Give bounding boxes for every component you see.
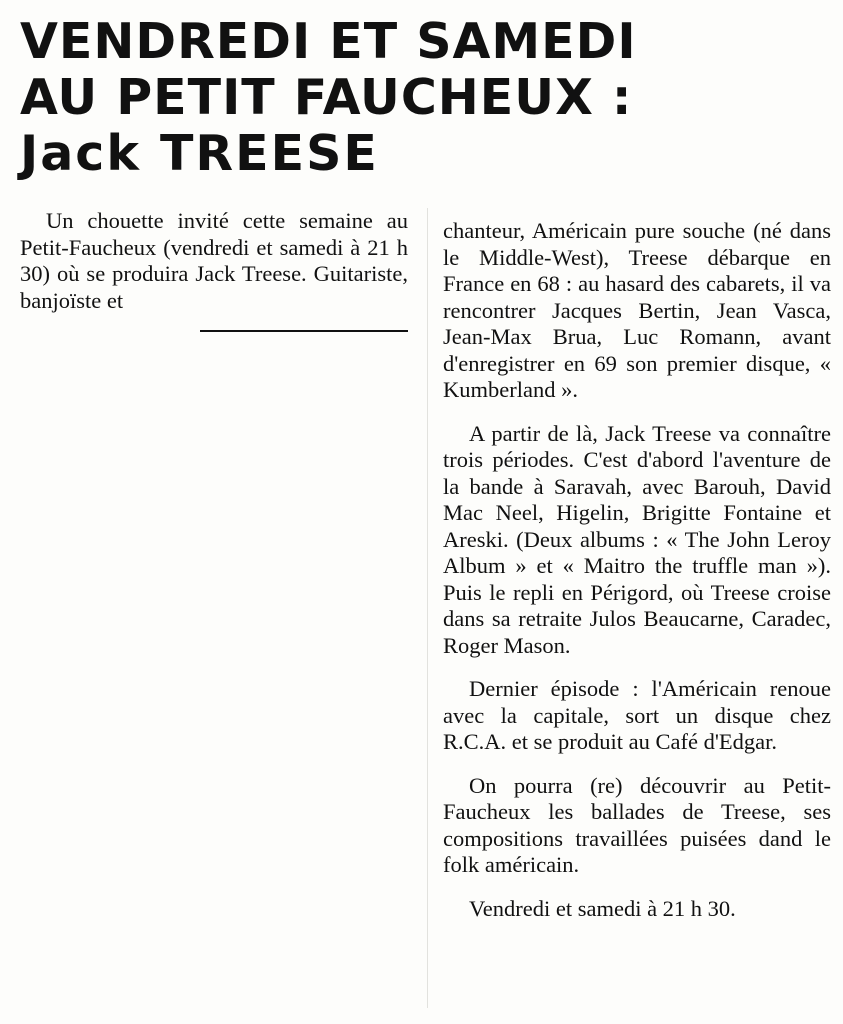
headline-artist-name: Jack TREESE	[20, 125, 379, 182]
article-paragraph-rediscover: On pourra (re) découvrir au Petit-Faucheux les ballades de Treese, ses compositions travaillées puisées dand le folk américain.	[443, 772, 831, 877]
headline-line-1: VENDREDI ET SAMEDI	[20, 13, 637, 70]
article-paragraph-last-episode: Dernier épisode : l'Américain renoue avec la capitale, sort un disque chez R.C.A. et se produit au Café d'Edgar.	[443, 676, 831, 754]
headline-line-2: AU PETIT FAUCHEUX :	[20, 69, 633, 126]
headline	[20, 14, 637, 182]
column-end-rule	[200, 330, 408, 332]
article-left-column	[20, 208, 408, 314]
article-closing-schedule: Vendredi et samedi à 21 h 30.	[469, 895, 736, 921]
column-divider	[427, 208, 428, 1008]
article-paragraph-periods: A partir de là, Jack Treese va connaître trois périodes. C'est d'abord l'aventure de la bande à Saravah, avec Barouh, David Mac Neel, Higelin, Brigitte Fontaine et Areski. (Deux albums : « The John Leroy Album » et « Maitro the truffle man »). Puis le repli en Périgord, où Treese croise dans sa retraite Julos Beaucarne, Caradec, Roger Mason.	[443, 420, 831, 658]
article-paragraph-biography: chanteur, Américain pure souche (né dans le Middle-West), Treese débarque en France en 68 : au hasard des cabarets, il va rencontrer Jacques Bertin, Jean Vasca, Jean-Max Brua, Luc Romann, avant d'enregistrer en 69 son premier disque, « Kumberland ».	[443, 218, 831, 402]
article-intro-paragraph: Un chouette invité cette semaine au Petit-Faucheux (vendredi et samedi à 21 h 30) où se produira Jack Treese. Guitariste, banjoïste et	[20, 208, 408, 313]
article-right-column	[443, 218, 831, 922]
